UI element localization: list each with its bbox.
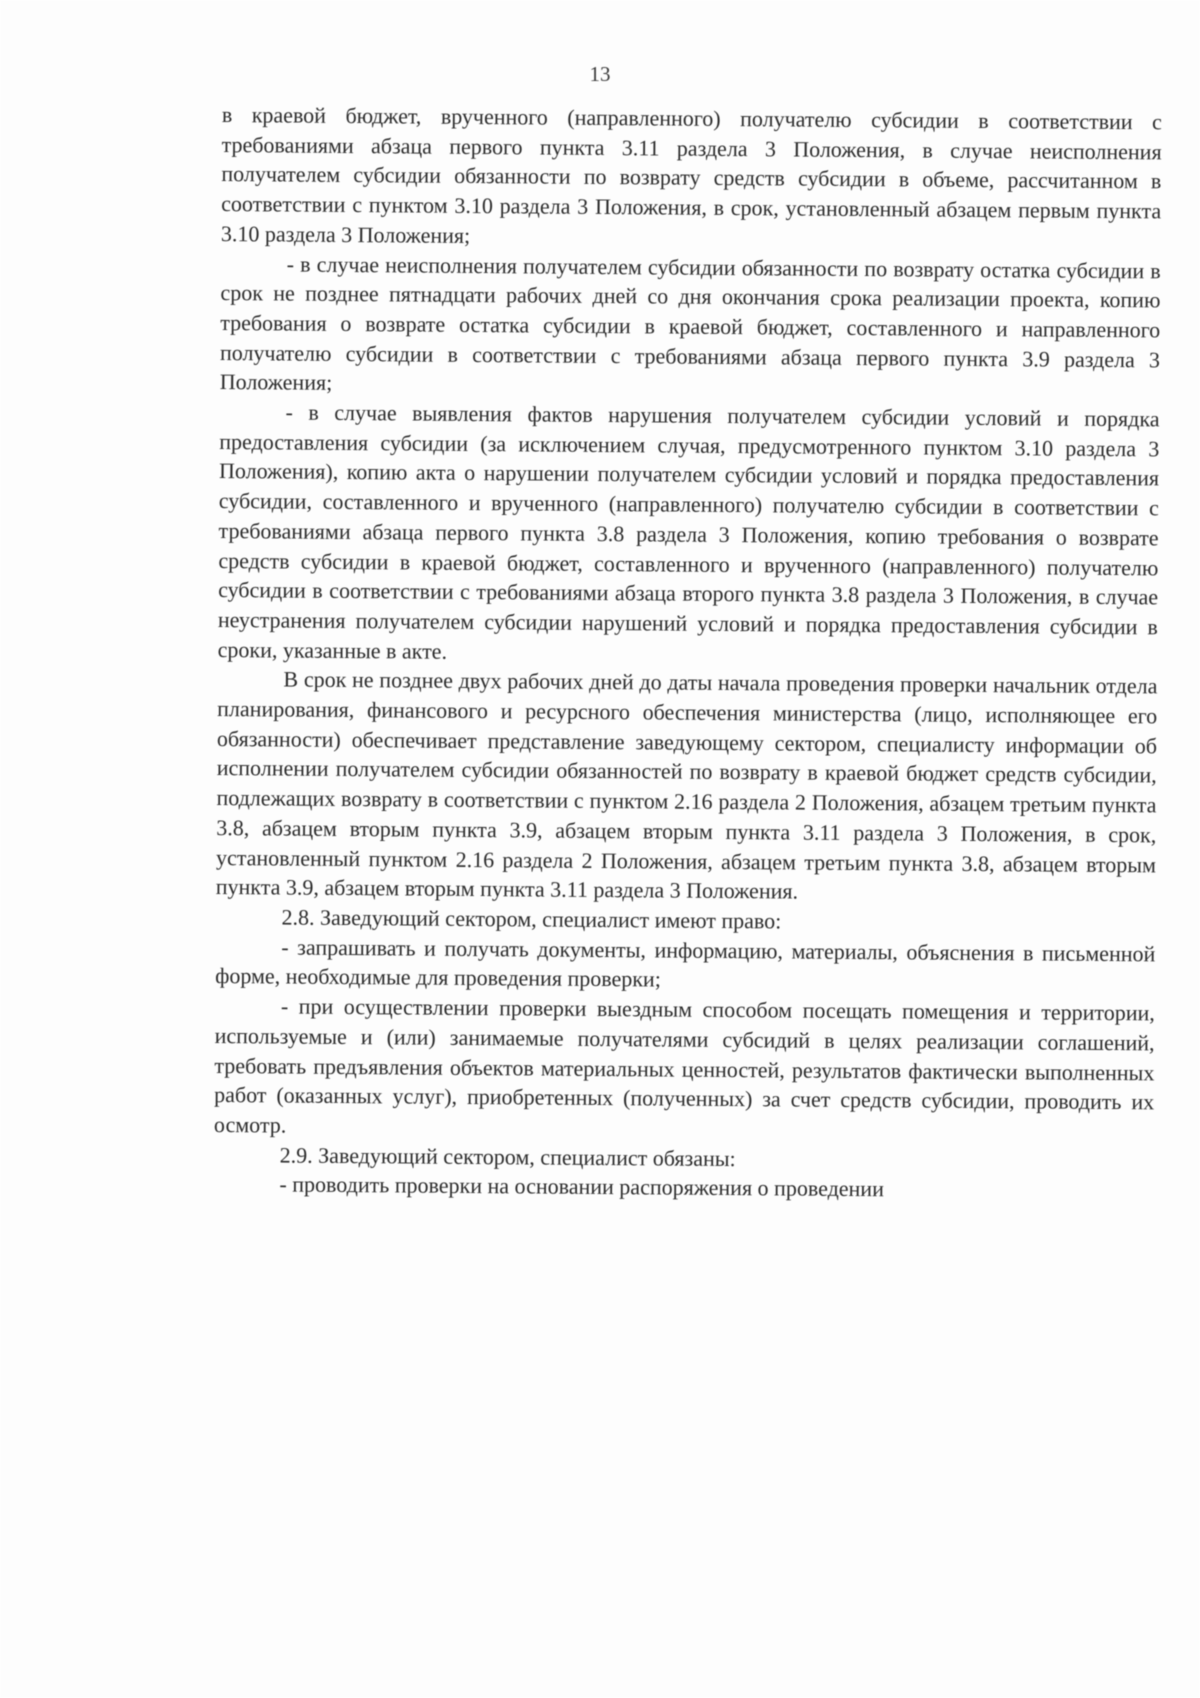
paragraph-residual-return: - в случае неисполнения получателем субсидии обязанности по возврату остатка субсидии в срок не позднее пятнадцати рабочих дней со дня окончания срока реализации проекта, копию требования о возврате остатка субсидии в краевой бюджет, составленного и направленного получателю субсидии в соответствии с требованиями абзаца первого пункта 3.9 раздела 3 Положения; (219, 251, 1161, 396)
paragraph-continuation: в краевой бюджет, врученного (направленного) получателю субсидии в соответствии с требованиями абзаца первого пункта 3.11 раздела 3 Положения, в случае неисполнения получателем субсидии обязанности по возврату средств субсидии в объеме, рассчитанном в соответствии с пунктом 3.10 раздела 3 Положения, в срок, установленный абзацем первым пункта 3.10 раздела 3 Положения; (220, 101, 1162, 248)
section-2-9-heading: 2.9. Заведующий сектором, специалист обязаны: (279, 1142, 736, 1171)
document-body (213, 100, 1162, 1206)
section-2-8-heading: 2.8. Заведующий сектором, специалист имеют право: (281, 904, 782, 934)
paragraph-conduct-inspections: - проводить проверки на основании распоряжения о проведении (279, 1171, 885, 1202)
paragraph-request-documents: - запрашивать и получать документы, информацию, материалы, объяснения в письменной форме, необходимые для проведения проверки; (215, 934, 1156, 992)
page-number: 13 (589, 62, 611, 86)
paragraph-onsite-inspection: - при осуществлении проверки выездным способом посещать помещения и территории, используемые и (или) занимаемые получателями субсидий в целях реализации соглашений, требовать предъявления объектов материальных ценностей, результатов фактически выполненных работ (оказанных услуг), приобретенных (полученных) за счет средств субсидии, проводить их осмотр. (213, 993, 1155, 1138)
paragraph-deadline-info: В срок не позднее двух рабочих дней до даты начала проведения проверки начальник отдела планирования, финансового и ресурсного обеспечения министерства (лицо, исполняющее его обязанности) обеспечивает представление заведующему сектором, специалисту информации об исполнении получателем субсидии обязанностей по возврату в краевой бюджет средств субсидии, подлежащих возврату в соответствии с пунктом 2.16 раздела 2 Положения, абзацем третьим пункта 3.8, абзацем вторым пункта 3.9, абзацем вторым пункта 3.11 раздела 3 Положения, в срок, установленный пунктом 2.16 раздела 2 Положения, абзацем третьим пункта 3.8, абзацем вторым пункта 3.9, абзацем вторым пункта 3.11 раздела 3 Положения. (215, 666, 1158, 904)
paragraph-violation-facts: - в случае выявления фактов нарушения получателем субсидии условий и порядка предоставления субсидии (за исключением случая, предусмотренного пунктом 3.10 раздела 3 Положения), копию акта о нарушении получателем субсидии условий и порядка предоставления субсидии, составленного и врученного (направленного) получателю субсидии в соответствии с требованиями абзаца первого пункта 3.8 раздела 3 Положения, копию требования о возврате средств субсидии в краевой бюджет, составленного и врученного (направленного) получателю субсидии в соответствии с требованиями абзаца второго пункта 3.8 раздела 3 Положения, в случае неустранения получателем субсидии нарушений условий и порядка предоставления субсидии в сроки, указанные в акте. (217, 399, 1160, 664)
